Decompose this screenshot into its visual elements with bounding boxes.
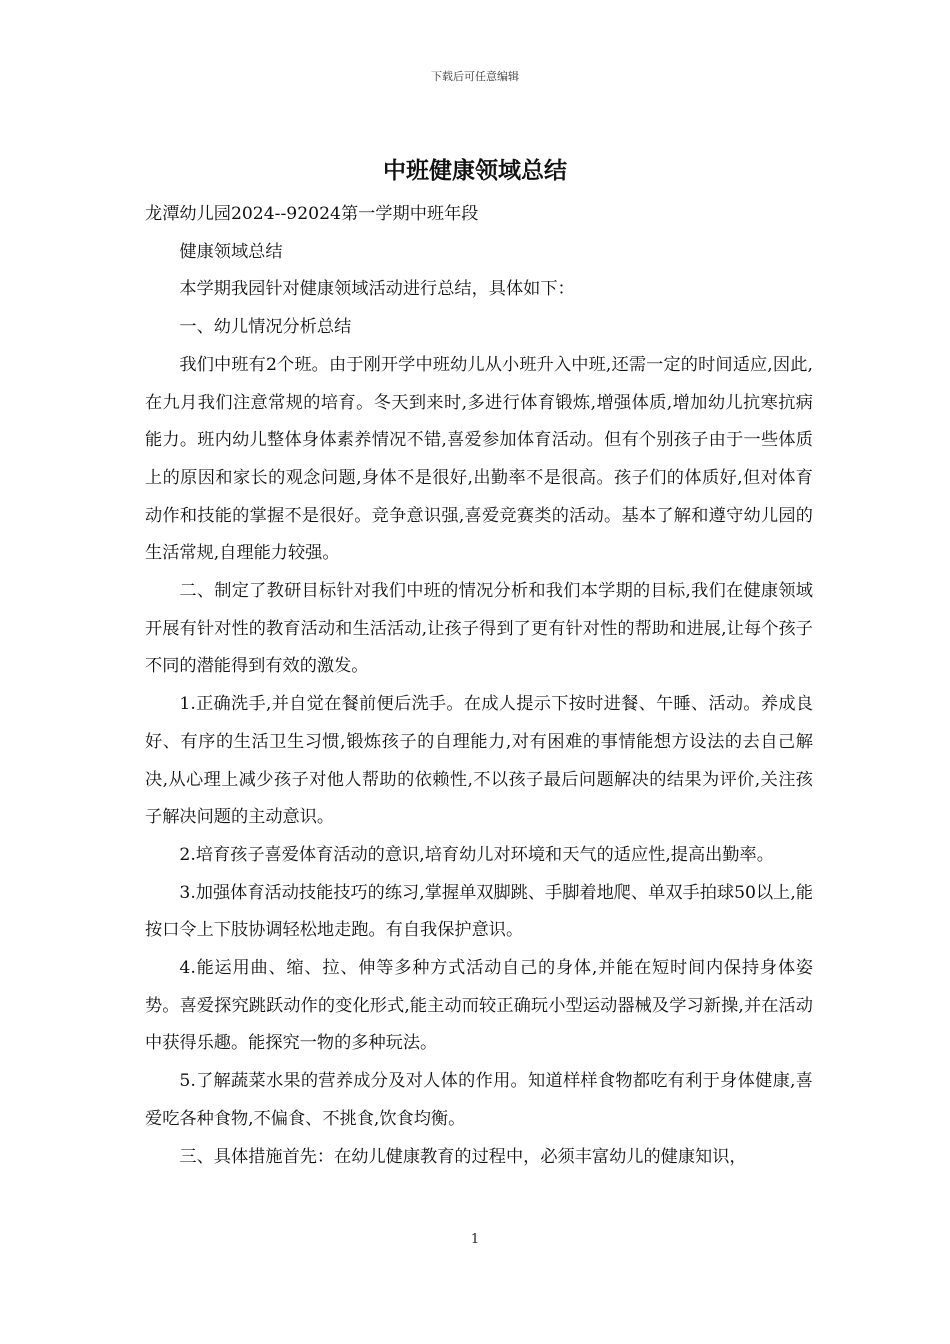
goal-item-1: 1.正确洗手,并自觉在餐前便后洗手。在成人提示下按时进餐、午睡、活动。养成良好、有序的生活卫生习惯,锻炼孩子的自理能力,对有困难的事情能想方设法的去自己解决,从心理上减少孩子对他人帮助的依赖性,不以孩子最后问题解决的结果为评价,关注孩子解决问题的主动意识。 [145, 694, 813, 828]
page-header-note: 下载后可任意编辑 [431, 70, 519, 83]
section-heading-3: 三、具体措施首先：在幼儿健康教育的过程中，必须丰富幼儿的健康知识， [179, 1146, 747, 1167]
intro-paragraph: 本学期我园针对健康领域活动进行总结，具体如下： [179, 279, 575, 300]
section-heading-1: 一、幼儿情况分析总结 [179, 317, 352, 338]
page-number: 1 [470, 1232, 480, 1247]
subtitle-line-2: 健康领域总结 [179, 241, 283, 262]
goal-item-4: 4.能运用曲、缩、拉、伸等多种方式活动自己的身体,并能在短时间内保持身体姿势。喜爱探究跳跃动作的变化形式,能主动而较正确玩小型运动器械及学习新操,并在活动中获得乐趣。能探究一物的多种玩法。 [145, 958, 813, 1054]
goal-item-2: 2.培育孩子喜爱体育活动的意识,培育幼儿对环境和天气的适应性,提高出勤率。 [179, 844, 774, 865]
subtitle-line: 龙潭幼儿园2024--92024第一学期中班年段 [145, 204, 479, 224]
paragraph-child-analysis: 我们中班有2个班。由于刚开学中班幼儿从小班升入中班,还需一定的时间适应,因此,在九月我们注意常规的培育。冬天到来时,多进行体育锻炼,增强体质,增加幼儿抗寒抗病能力。班内幼儿整体身体素养情况不错,喜爱参加体育活动。但有个别孩子由于一些体质上的原因和家长的观念问题,身体不是很好,出勤率不是很高。孩子们的体质好,但对体育动作和技能的掌握不是很好。竞争意识强,喜爱竞赛类的活动。基本了解和遵守幼儿园的生活常规,自理能力较强。 [145, 354, 813, 564]
goal-item-3: 3.加强体育活动技能技巧的练习,掌握单双脚跳、手脚着地爬、单双手拍球50以上,能按口令上下肢协调轻松地走跑。有自我保护意识。 [145, 882, 813, 941]
document-body [145, 196, 813, 1176]
paragraph-research-goals: 二、制定了教研目标针对我们中班的情况分析和我们本学期的目标,我们在健康领域开展有针对性的教育活动和生活活动,让孩子得到了更有针对性的帮助和进展,让每个孩子不同的潜能得到有效的激发。 [145, 581, 813, 677]
goal-item-5: 5.了解蔬菜水果的营养成分及对人体的作用。知道样样食物都吃有利于身体健康,喜爱吃各种食物,不偏食、不挑食,饮食均衡。 [145, 1071, 813, 1129]
document-title: 中班健康领域总结 [383, 157, 567, 184]
